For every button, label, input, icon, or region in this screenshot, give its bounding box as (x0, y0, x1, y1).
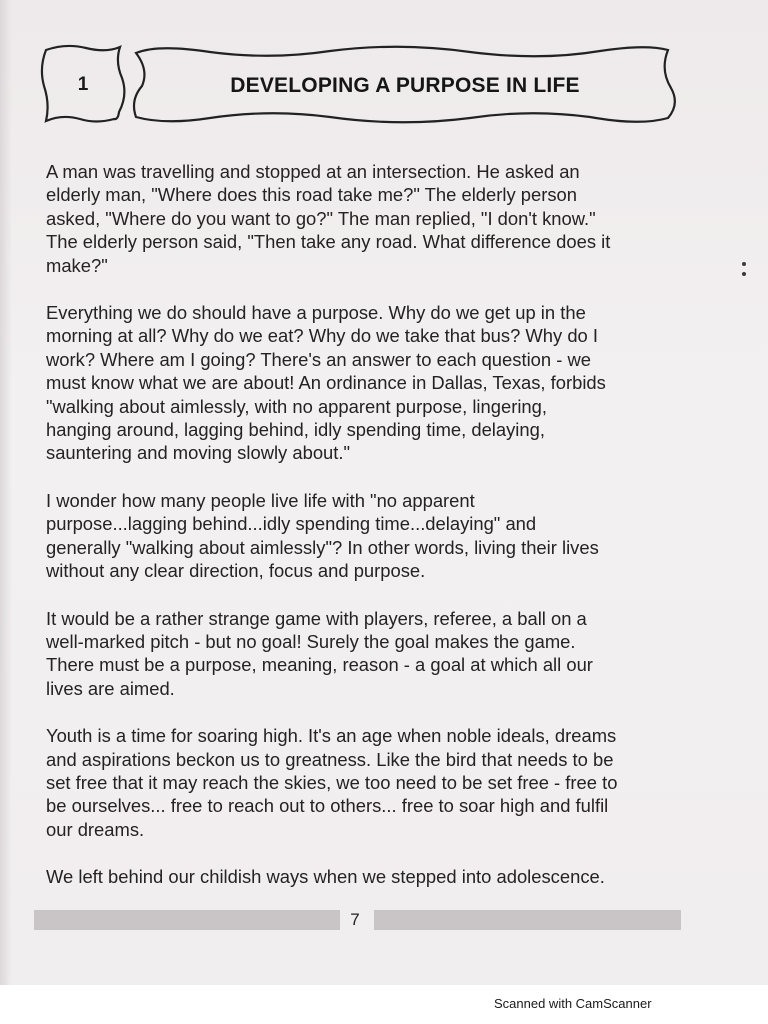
text-line: and aspirations beckon us to greatness. Like the bird that needs to be (46, 748, 614, 770)
paragraph-3 (46, 489, 671, 583)
text-line: morning at all? Why do we eat? Why do we take that bus? Why do I (46, 325, 598, 347)
margin-mark (742, 272, 746, 276)
text-line: lives are aimed. (46, 677, 175, 699)
text-line: hanging around, lagging behind, idly spending time, delaying, (46, 419, 545, 441)
text-line: "walking about aimlessly, with no apparent purpose, lingering, (46, 395, 547, 417)
text-line: work? Where am I going? There's an answer to each question - we (46, 348, 591, 370)
text-line: purpose...lagging behind...idly spending time...delaying" and (46, 513, 537, 535)
page-number: 7 (350, 910, 360, 929)
text-line: generally "walking about aimlessly"? In other words, living their lives (46, 536, 599, 558)
paragraph-6 (46, 865, 671, 888)
text-line: We left behind our childish ways when we stepped into adolescence. (46, 866, 605, 888)
text-line: It would be a rather strange game with players, referee, a ball on a (46, 607, 587, 629)
text-line: our dreams. (46, 818, 145, 840)
text-line: must know what we are about! An ordinance in Dallas, Texas, forbids (46, 372, 606, 394)
text-line: A man was travelling and stopped at an intersection. He asked an (46, 161, 580, 182)
scanner-watermark: Scanned with CamScanner (494, 996, 652, 1011)
text-line: elderly man, "Where does this road take me?" The elderly person (46, 184, 577, 206)
paragraph-4 (46, 607, 671, 701)
text-line: The elderly person said, "Then take any road. What difference does it (46, 231, 611, 253)
text-line: Youth is a time for soaring high. It's an age when noble ideals, dreams (46, 725, 617, 747)
text-line: make?" (46, 254, 108, 276)
chapter-number: 1 (77, 74, 89, 95)
text-line: asked, "Where do you want to go?" The man replied, "I don't know." (46, 207, 596, 229)
chapter-header-frame (0, 0, 768, 140)
paragraph-1 (46, 160, 671, 277)
paragraph-5 (46, 724, 671, 841)
text-line: There must be a purpose, meaning, reason - a goal at which all our (46, 654, 593, 676)
text-line: I wonder how many people live life with "no apparent (46, 489, 475, 511)
text-line: be ourselves... free to reach out to others... free to soar high and fulfil (46, 795, 609, 817)
text-line: without any clear direction, focus and purpose. (46, 560, 426, 582)
margin-mark (742, 262, 746, 266)
page-edge-shadow (0, 0, 12, 985)
paragraph-2 (46, 301, 671, 465)
footer-bar-right (374, 910, 681, 930)
chapter-title: DEVELOPING A PURPOSE IN LIFE (230, 74, 580, 97)
text-line: set free that it may reach the skies, we too need to be set free - free to (46, 771, 618, 793)
text-line: sauntering and moving slowly about." (46, 442, 351, 464)
chapter-body (46, 160, 671, 913)
footer-bar-left (34, 910, 340, 930)
text-line: well-marked pitch - but no goal! Surely the goal makes the game. (46, 630, 576, 652)
text-line: Everything we do should have a purpose. Why do we get up in the (46, 302, 586, 324)
